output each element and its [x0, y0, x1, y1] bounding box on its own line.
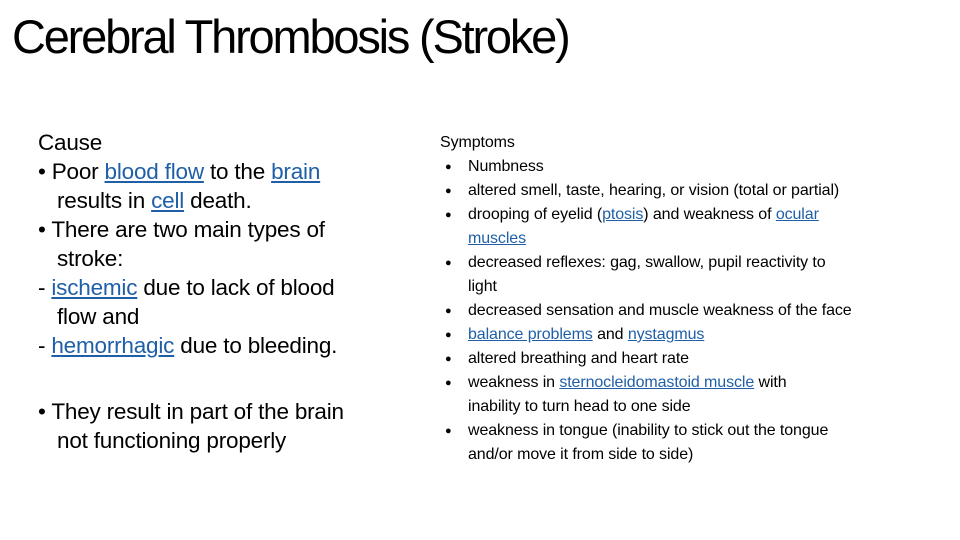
- link-sternocleidomastoid-muscle[interactable]: sternocleidomastoid muscle: [559, 374, 755, 391]
- symptom-item: ● altered smell, taste, hearing, or vision (total or partial): [440, 179, 940, 203]
- dash: -: [38, 275, 46, 300]
- link-ptosis[interactable]: ptosis: [602, 206, 644, 223]
- bullet: •: [38, 159, 46, 184]
- cause-bullet-2: • There are two main types of: [38, 217, 325, 242]
- cause-bullet-3-cont: not functioning properly: [57, 428, 287, 453]
- bullet: ●: [445, 185, 452, 197]
- link-balance-problems[interactable]: balance problems: [468, 326, 593, 343]
- cause-bullet-3: • They result in part of the brain: [38, 399, 344, 424]
- bullet: •: [38, 217, 46, 242]
- bullet: ●: [445, 425, 452, 437]
- link-ocular[interactable]: ocular: [775, 206, 819, 223]
- symptom-item: ● drooping of eyelid (ptosis) and weakness of ocular muscles: [440, 203, 940, 251]
- bullet: ●: [445, 257, 452, 269]
- stroke-type-hemorrhagic: - hemorrhagic due to bleeding.: [38, 333, 338, 358]
- symptom-item: ● balance problems and nystagmus: [440, 323, 940, 347]
- link-cell[interactable]: cell: [151, 188, 185, 213]
- symptom-item: ● altered breathing and heart rate: [440, 347, 940, 371]
- link-nystagmus[interactable]: nystagmus: [627, 326, 705, 343]
- bullet: ●: [445, 353, 452, 365]
- bullet: ●: [445, 377, 452, 389]
- link-brain[interactable]: brain: [271, 159, 321, 184]
- link-blood-flow[interactable]: blood flow: [104, 159, 204, 184]
- bullet: •: [38, 399, 46, 424]
- symptom-item: ● decreased sensation and muscle weakness of the face: [440, 299, 940, 323]
- symptom-item: ● Numbness: [440, 155, 940, 179]
- symptoms-section: [440, 131, 940, 467]
- cause-bullet-1-cont: results in cell death.: [57, 188, 252, 213]
- link-ischemic[interactable]: ischemic: [51, 275, 138, 300]
- link-hemorrhagic[interactable]: hemorrhagic: [51, 333, 175, 358]
- bullet: ●: [445, 161, 452, 173]
- symptom-item: ● weakness in sternocleidomastoid muscle with inability to turn head to one side: [440, 371, 940, 419]
- cause-section: [38, 128, 418, 455]
- symptom-item: ● decreased reflexes: gag, swallow, pupil reactivity to light: [440, 251, 940, 299]
- stroke-type-ischemic: - ischemic due to lack of blood: [38, 275, 335, 300]
- cause-bullet-1: • Poor blood flow to the brain: [38, 159, 321, 184]
- cause-bullet-2-cont: stroke:: [57, 246, 124, 271]
- stroke-type-ischemic-cont: flow and: [57, 304, 140, 329]
- link-muscles[interactable]: muscles: [468, 230, 526, 247]
- dash: -: [38, 333, 46, 358]
- slide-title: Cerebral Thrombosis (Stroke): [12, 10, 569, 63]
- bullet: ●: [445, 305, 452, 317]
- bullet: ●: [445, 209, 452, 221]
- cause-heading: Cause: [38, 130, 103, 155]
- symptoms-heading: Symptoms: [440, 134, 515, 151]
- symptom-item: ● weakness in tongue (inability to stick out the tongue and/or move it from side to side): [440, 419, 940, 467]
- bullet: ●: [445, 329, 452, 341]
